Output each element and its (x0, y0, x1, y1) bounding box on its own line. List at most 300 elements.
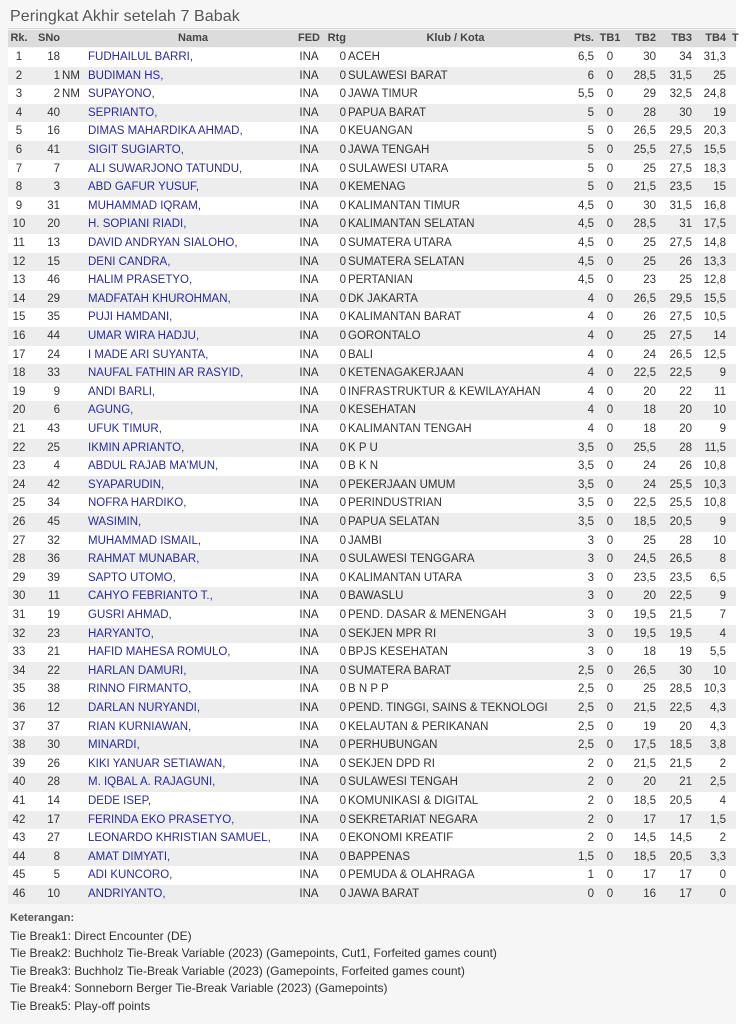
notes-line: Tie Break4: Sonneborn Berger Tie-Break Variable (2023) (Gamepoints) (10, 981, 388, 996)
start-number-cell: 14 (47, 795, 60, 807)
tb4-cell: 10,8 (703, 497, 726, 510)
rating-cell: 0 (339, 441, 346, 454)
tb2-cell: 24 (643, 460, 656, 473)
rank-cell: 43 (12, 832, 26, 845)
rank-cell: 27 (12, 534, 26, 547)
points-cell: 3,5 (578, 497, 594, 510)
start-number-cell: 18 (47, 51, 60, 63)
rank-cell: 5 (15, 125, 23, 138)
rank-cell: 20 (12, 404, 26, 417)
table-row (8, 569, 736, 588)
player-name-cell[interactable]: DARLAN NURYANDI, (88, 702, 201, 714)
tb1-cell: 0 (606, 423, 614, 435)
table-row (8, 383, 736, 402)
header-club: Klub / Kota (426, 32, 485, 44)
player-name-cell[interactable]: I MADE ARI SUYANTA, (88, 348, 209, 361)
player-name-cell[interactable]: NOFRA HARDIKO, (88, 497, 187, 510)
page-title: Peringkat Akhir setelah 7 Babak (10, 8, 240, 25)
player-name-cell[interactable]: MINARDI, (88, 739, 140, 752)
player-name-cell[interactable]: ANDI BARLI, (88, 385, 156, 398)
tb1-cell: 0 (606, 199, 614, 212)
player-name-cell[interactable]: SIGIT SUGIARTO, (88, 144, 184, 156)
tb2-cell: 20 (643, 385, 656, 398)
club-cell: SEKRETARIAT NEGARA (348, 813, 478, 826)
tb1-cell: 0 (606, 832, 614, 845)
player-name-cell[interactable]: WASIMIN, (88, 516, 142, 528)
club-cell: PEKERJAAN UMUM (348, 478, 456, 491)
points-cell: 3 (587, 553, 594, 566)
tb2-cell: 25 (643, 237, 656, 249)
player-name-cell[interactable]: MUHAMMAD ISMAIL, (88, 534, 202, 547)
club-cell: SEKJEN DPD RI (348, 757, 435, 770)
table-row (8, 439, 736, 458)
rank-cell: 39 (12, 757, 26, 770)
club-cell: PEND. TINGGI, SAINS & TEKNOLOGI (348, 702, 548, 714)
player-name-cell[interactable]: ABDUL RAJAB MA'MUN, (88, 460, 219, 473)
rating-cell: 0 (339, 478, 346, 491)
start-number-cell: 23 (47, 627, 60, 640)
tb1-cell: 0 (606, 776, 614, 789)
start-number-cell: 45 (47, 516, 60, 528)
rating-cell: 0 (339, 69, 346, 82)
tb4-cell: 7 (719, 609, 726, 621)
table-row (8, 550, 736, 569)
points-cell: 3,5 (578, 441, 594, 454)
rank-cell: 11 (13, 237, 25, 249)
tb2-cell: 20 (643, 776, 656, 789)
tb1-cell: 0 (606, 571, 614, 584)
tb3-cell: 17 (679, 888, 692, 900)
tb1-cell: 0 (606, 553, 614, 566)
club-cell: INFRASTRUKTUR & KEWILAYAHAN (348, 385, 541, 398)
points-cell: 2,5 (578, 683, 594, 696)
club-cell: JAWA TENGAH (348, 144, 430, 156)
tb2-cell: 18,5 (633, 795, 656, 807)
tb1-cell: 0 (606, 274, 614, 287)
player-name-cell[interactable]: HALIM PRASETYO, (88, 274, 193, 287)
tb2-cell: 25,5 (633, 441, 656, 454)
tb1-cell: 0 (606, 590, 614, 603)
rank-cell: 18 (12, 367, 26, 380)
tb4-cell: 5,5 (710, 646, 726, 659)
rank-cell: 6 (15, 144, 23, 156)
table-row (8, 420, 736, 439)
table-row (8, 290, 736, 309)
player-name-cell[interactable]: IKMIN APRIANTO, (88, 441, 185, 454)
tb2-cell: 26,5 (633, 125, 656, 138)
club-cell: KESEHATAN (348, 404, 416, 417)
federation-cell: INA (299, 553, 319, 566)
player-name-cell[interactable]: HAFID MAHESA ROMULO, (88, 646, 231, 659)
tb3-cell: 27,5 (669, 144, 692, 156)
tb2-cell: 30 (643, 51, 656, 63)
points-cell: 1,5 (578, 850, 594, 863)
federation-cell: INA (299, 441, 319, 454)
rank-cell: 34 (12, 664, 26, 677)
player-name-cell[interactable]: M. IQBAL A. RAJAGUNI, (88, 776, 216, 789)
tb3-cell: 28 (679, 441, 692, 454)
player-name-cell[interactable]: NAUFAL FATHIN AR RASYID, (88, 367, 244, 380)
federation-cell: INA (299, 478, 319, 491)
tb4-cell: 15,5 (703, 144, 726, 156)
rank-cell: 12 (12, 255, 26, 268)
table-row (8, 494, 736, 513)
points-cell: 4 (587, 385, 594, 398)
tb4-cell: 11 (714, 385, 726, 398)
federation-cell: INA (299, 832, 319, 845)
tb3-cell: 22,5 (669, 702, 692, 714)
player-name-cell[interactable]: ALI SUWARJONO TATUNDU, (88, 162, 243, 175)
points-cell: 2,5 (578, 720, 594, 733)
tb2-cell: 18,5 (633, 850, 656, 863)
tb4-cell: 1,5 (710, 813, 726, 826)
header-start-number: SNo (38, 32, 60, 44)
tb2-cell: 18 (643, 404, 656, 417)
club-cell: KETENAGAKERJAAN (348, 367, 464, 380)
tb2-cell: 28,5 (633, 69, 656, 82)
rating-cell: 0 (339, 850, 346, 863)
rating-cell: 0 (339, 497, 346, 510)
player-name-cell[interactable]: UFUK TIMUR, (88, 423, 162, 435)
points-cell: 0 (587, 888, 594, 900)
federation-cell: INA (299, 739, 319, 752)
rating-cell: 0 (339, 609, 346, 621)
tb1-cell: 0 (606, 348, 614, 361)
tb2-cell: 18 (643, 646, 656, 659)
tb2-cell: 19,5 (633, 609, 656, 621)
tb3-cell: 25 (679, 274, 692, 287)
tb2-cell: 20 (643, 590, 656, 603)
player-name-cell[interactable]: CAHYO FEBRIANTO T., (88, 590, 213, 603)
tb3-cell: 17 (679, 813, 692, 826)
rank-cell: 26 (12, 516, 26, 528)
tb4-cell: 10 (713, 664, 726, 677)
tb2-cell: 23 (643, 274, 656, 287)
tb3-cell: 26,5 (669, 348, 692, 361)
player-name-cell[interactable]: H. SOPIANI RIADI, (88, 218, 187, 231)
rank-cell: 1 (15, 51, 23, 63)
player-name-cell[interactable]: SAPTO UTOMO, (88, 571, 176, 584)
points-cell: 4,5 (578, 218, 594, 231)
rank-cell: 8 (15, 181, 23, 194)
tb4-cell: 19 (713, 106, 726, 119)
federation-cell: INA (299, 609, 319, 621)
start-number-cell: 20 (47, 218, 60, 231)
tb1-cell: 0 (606, 627, 614, 640)
points-cell: 4 (587, 423, 594, 435)
header-tb3: TB3 (671, 32, 692, 44)
rating-cell: 0 (339, 757, 346, 770)
start-number-cell: 26 (47, 757, 60, 770)
rank-cell: 13 (12, 274, 26, 287)
tb1-cell: 0 (606, 497, 614, 510)
player-name-cell[interactable]: UMAR WIRA HADJU, (88, 330, 200, 342)
club-cell: GORONTALO (348, 330, 421, 342)
start-number-cell: 25 (47, 441, 60, 454)
tb1-cell: 0 (606, 664, 614, 677)
tb4-cell: 10,3 (703, 478, 726, 491)
points-cell: 4 (587, 367, 594, 380)
tb1-cell: 0 (606, 88, 614, 101)
tb1-cell: 0 (606, 795, 614, 807)
player-name-cell[interactable]: SYAPARUDIN, (88, 478, 165, 491)
table-row (8, 587, 736, 606)
federation-cell: INA (299, 144, 319, 156)
start-number-cell: 34 (47, 497, 60, 510)
tb1-cell: 0 (606, 292, 614, 305)
player-name-cell[interactable]: DENI CANDRA, (88, 255, 171, 268)
tb1-cell: 0 (606, 330, 614, 342)
federation-cell: INA (299, 423, 319, 435)
club-cell: BAWASLU (348, 590, 404, 603)
player-name-cell[interactable]: RINNO FIRMANTO, (88, 683, 192, 696)
federation-cell: INA (299, 255, 319, 268)
tb2-cell: 25,5 (633, 144, 656, 156)
tb2-cell: 28 (643, 106, 656, 119)
rating-cell: 0 (339, 795, 346, 807)
rank-cell: 3 (15, 88, 23, 101)
player-name-cell[interactable]: DAVID ANDRYAN SIALOHO, (88, 237, 238, 249)
start-number-cell: 13 (47, 237, 60, 249)
header-name: Nama (178, 32, 208, 44)
player-name-cell[interactable]: RAHMAT MUNABAR, (88, 553, 200, 566)
rank-cell: 40 (12, 776, 26, 789)
tb4-cell: 10 (713, 404, 726, 417)
header-points: Pts. (573, 32, 594, 44)
player-name-cell[interactable]: DEDE ISEP, (88, 795, 152, 807)
tb3-cell: 22 (679, 385, 692, 398)
tb4-cell: 18,3 (703, 162, 726, 175)
tb2-cell: 24 (643, 348, 656, 361)
rating-cell: 0 (339, 385, 346, 398)
player-name-cell[interactable]: AMAT DIMYATI, (88, 850, 171, 863)
start-number-cell: 30 (47, 739, 60, 752)
rank-cell: 46 (12, 888, 26, 900)
rank-cell: 38 (12, 739, 26, 752)
rank-cell: 29 (12, 571, 26, 584)
points-cell: 4,5 (578, 274, 594, 287)
tb4-cell: 4,3 (710, 702, 726, 714)
tb2-cell: 26,5 (633, 292, 656, 305)
points-cell: 6 (587, 69, 594, 82)
tb3-cell: 27,5 (669, 330, 692, 342)
tb3-cell: 14,5 (669, 832, 692, 845)
start-number-cell: 1 (53, 69, 60, 82)
rating-cell: 0 (339, 832, 346, 845)
player-name-cell[interactable]: RIAN KURNIAWAN, (88, 720, 192, 733)
tb2-cell: 25 (643, 162, 656, 175)
club-cell: SUMATERA UTARA (348, 237, 452, 249)
player-name-cell[interactable]: DIMAS MAHARDIKA AHMAD, (88, 125, 243, 138)
tb1-cell: 0 (606, 441, 614, 454)
tb3-cell: 20,5 (669, 850, 692, 863)
tb2-cell: 25 (643, 534, 656, 547)
start-number-cell: 12 (47, 702, 60, 714)
start-number-cell: 19 (47, 609, 60, 621)
points-cell: 4 (587, 292, 594, 305)
start-number-cell: 10 (47, 888, 60, 900)
points-cell: 3 (587, 609, 594, 621)
tb4-cell: 31,3 (703, 51, 726, 63)
rating-cell: 0 (339, 534, 346, 547)
club-cell: K P U (348, 441, 378, 454)
federation-cell: INA (299, 51, 319, 63)
tb4-cell: 3,8 (710, 739, 726, 752)
club-cell: KALIMANTAN TIMUR (348, 199, 461, 212)
player-name-cell[interactable]: AGUNG, (88, 404, 134, 417)
federation-cell: INA (299, 850, 319, 863)
start-number-cell: 5 (53, 869, 60, 882)
table-row (8, 197, 736, 216)
federation-cell: INA (299, 683, 319, 696)
tb2-cell: 26,5 (633, 664, 656, 677)
rank-cell: 7 (15, 162, 23, 175)
player-name-cell[interactable]: HARLAN DAMURI, (88, 664, 187, 677)
federation-cell: INA (299, 88, 319, 101)
points-cell: 4 (587, 348, 594, 361)
tb4-cell: 13,3 (703, 255, 726, 268)
tb2-cell: 22,5 (633, 367, 656, 380)
club-cell: SULAWESI UTARA (348, 162, 449, 175)
tb2-cell: 29 (643, 88, 656, 101)
federation-cell: INA (299, 162, 319, 175)
tb1-cell: 0 (606, 460, 614, 473)
tb3-cell: 31 (679, 218, 692, 231)
player-name-cell[interactable]: MADFATAH KHUROHMAN, (88, 292, 231, 305)
club-cell: EKONOMI KREATIF (348, 832, 454, 845)
start-number-cell: 41 (47, 144, 60, 156)
federation-cell: INA (299, 199, 319, 212)
tb1-cell: 0 (606, 516, 614, 528)
player-name-cell[interactable]: ABD GAFUR YUSUF, (88, 181, 199, 194)
player-name-cell[interactable]: BUDIMAN HS, (88, 69, 164, 82)
tb4-cell: 4 (719, 795, 726, 807)
tb1-cell: 0 (606, 534, 614, 547)
federation-cell: INA (299, 795, 319, 807)
rank-cell: 21 (12, 423, 26, 435)
tb2-cell: 19 (643, 720, 656, 733)
tb3-cell: 20,5 (669, 516, 692, 528)
table-row (8, 680, 736, 699)
club-cell: KEUANGAN (348, 125, 413, 138)
federation-cell: INA (299, 311, 319, 324)
tb4-cell: 2,5 (710, 776, 726, 789)
table-row (8, 643, 736, 662)
table-row (8, 327, 736, 346)
tb3-cell: 30 (679, 106, 692, 119)
player-name-cell[interactable]: FERINDA EKO PRASETYO, (88, 813, 235, 826)
table-row (8, 271, 736, 290)
federation-cell: INA (299, 106, 319, 119)
start-number-cell: 42 (47, 478, 60, 491)
table-row (8, 699, 736, 718)
tb3-cell: 25,5 (669, 478, 692, 491)
player-name-cell[interactable]: GUSRI AHMAD, (88, 609, 172, 621)
start-number-cell: 15 (47, 255, 60, 268)
tb3-cell: 28 (679, 534, 692, 547)
tb3-cell: 21 (679, 776, 692, 789)
points-cell: 2 (587, 795, 594, 807)
tb3-cell: 26 (679, 255, 692, 268)
rating-cell: 0 (339, 776, 346, 789)
rank-cell: 19 (12, 385, 26, 398)
player-name-cell[interactable]: FUDHAILUL BARRI, (88, 51, 194, 63)
rank-cell: 2 (15, 69, 23, 82)
player-name-cell[interactable]: ADI KUNCORO, (88, 869, 173, 882)
start-number-cell: 35 (47, 311, 60, 324)
points-cell: 5,5 (578, 88, 594, 101)
tb1-cell: 0 (606, 646, 614, 659)
player-name-cell[interactable]: MUHAMMAD IQRAM, (88, 199, 202, 212)
start-number-cell: 40 (47, 106, 60, 119)
start-number-cell: 6 (53, 404, 60, 417)
club-cell: SUMATERA SELATAN (348, 255, 465, 268)
start-number-cell: 32 (47, 534, 60, 547)
club-cell: KOMUNIKASI & DIGITAL (348, 795, 479, 807)
tb1-cell: 0 (606, 385, 614, 398)
rating-cell: 0 (339, 181, 346, 194)
club-cell: SUMATERA BARAT (348, 664, 452, 677)
notes-line: Tie Break1: Direct Encounter (DE) (10, 928, 192, 943)
rating-cell: 0 (339, 274, 346, 287)
player-name-cell[interactable]: KIKI YANUAR SETIAWAN, (88, 757, 226, 770)
player-name-cell[interactable]: ANDRIYANTO, (88, 888, 166, 900)
rank-cell: 10 (12, 218, 26, 231)
tb3-cell: 22,5 (669, 590, 692, 603)
rating-cell: 0 (339, 516, 346, 528)
player-name-cell[interactable]: SEPRIANTO, (88, 106, 158, 119)
rank-cell: 44 (12, 850, 26, 863)
player-name-cell[interactable]: LEONARDO KHRISTIAN SAMUEL, (88, 832, 271, 845)
federation-cell: INA (299, 702, 319, 714)
start-number-cell: 8 (53, 850, 60, 863)
club-cell: PERTANIAN (348, 274, 413, 287)
points-cell: 5 (587, 181, 594, 194)
player-name-cell[interactable]: HARYANTO, (88, 627, 154, 640)
federation-cell: INA (299, 125, 319, 138)
tb3-cell: 20 (679, 720, 692, 733)
club-cell: KELAUTAN & PERIKANAN (348, 720, 489, 733)
tb2-cell: 24 (643, 478, 656, 491)
tb4-cell: 9 (719, 367, 726, 380)
rating-cell: 0 (339, 106, 346, 119)
tb3-cell: 32,5 (669, 88, 692, 101)
club-cell: SULAWESI BARAT (348, 69, 448, 82)
table-row (8, 848, 736, 867)
table-row (8, 755, 736, 774)
club-cell: KEMENAG (348, 181, 406, 194)
points-cell: 4 (587, 404, 594, 417)
tb4-cell: 16,8 (703, 199, 726, 212)
player-name-cell[interactable]: PUJI HAMDANI, (88, 311, 173, 324)
table-row (8, 85, 736, 104)
rank-cell: 9 (15, 199, 23, 212)
table-row (8, 104, 736, 123)
tb2-cell: 16 (643, 888, 656, 900)
start-number-cell: 11 (48, 590, 60, 603)
rating-cell: 0 (339, 292, 346, 305)
tb3-cell: 19,5 (669, 627, 692, 640)
tb1-cell: 0 (606, 51, 614, 63)
table-row (8, 234, 736, 253)
rating-cell: 0 (339, 627, 346, 640)
tb3-cell: 27,5 (669, 237, 692, 249)
tb2-cell: 25 (643, 683, 656, 696)
player-name-cell[interactable]: SUPAYONO, (88, 88, 155, 101)
tb4-cell: 15,5 (703, 292, 726, 305)
header-tb1: TB1 (599, 32, 621, 44)
start-number-cell: 27 (47, 832, 60, 845)
